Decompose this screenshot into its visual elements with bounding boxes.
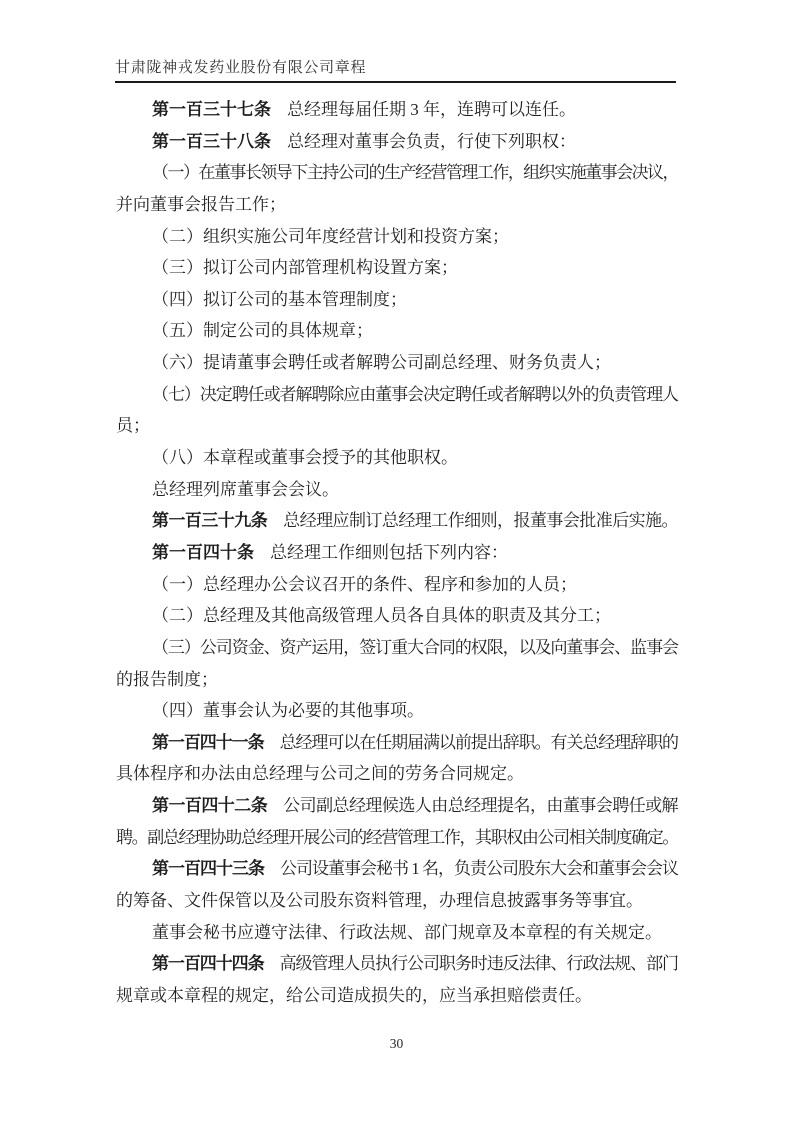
text-line xyxy=(116,537,678,569)
text-line xyxy=(116,853,678,885)
text-line xyxy=(116,695,678,727)
line-text: （六）提请董事会聘任或者解聘公司副总经理、财务负责人； xyxy=(152,353,611,373)
article-number: 第一百四十条 xyxy=(152,542,254,562)
text-line xyxy=(116,379,678,411)
line-text: （八）本章程或董事会授予的其他职权。 xyxy=(152,448,458,468)
line-text: 公司副总经理候选人由总经理提名，由董事会聘任或解 xyxy=(283,796,679,816)
line-text: 的报告制度； xyxy=(116,669,218,689)
line-text: 员； xyxy=(116,416,150,436)
text-line xyxy=(116,94,678,126)
text-line xyxy=(116,157,678,189)
line-text: 公司设董事会秘书 1 名，负责公司股东大会和董事会会议 xyxy=(280,859,678,879)
text-line xyxy=(116,632,678,664)
text-line xyxy=(116,126,678,158)
text-line xyxy=(116,569,678,601)
text-line xyxy=(116,917,678,949)
article-number: 第一百四十一条 xyxy=(152,732,264,752)
article-number: 第一百四十二条 xyxy=(152,796,268,816)
line-text: 总经理列席董事会会议。 xyxy=(152,479,339,499)
line-text: （五）制定公司的具体规章； xyxy=(152,321,373,341)
line-text: 总经理工作细则包括下列内容： xyxy=(270,542,508,562)
line-text: （三）拟订公司内部管理机构设置方案； xyxy=(152,258,458,278)
line-text: 总经理每届任期 3 年，连聘可以连任。 xyxy=(287,100,576,119)
text-line xyxy=(116,664,678,696)
line-text: （二）总经理及其他高级管理人员各自具体的职责及其分工； xyxy=(152,606,611,626)
line-text: 聘。副总经理协助总经理开展公司的经营管理工作，其职权由公司相关制度确定。 xyxy=(116,827,678,847)
text-line xyxy=(116,948,678,980)
line-text: 总经理应制订总经理工作细则，报董事会批准后实施。 xyxy=(283,511,679,531)
text-line xyxy=(116,980,678,1012)
line-text: 规章或本章程的规定，给公司造成损失的，应当承担赔偿责任。 xyxy=(116,985,592,1005)
text-line xyxy=(116,284,678,316)
line-text: 的筹备、文件保管以及公司股东资料管理，办理信息披露事务等事宜。 xyxy=(116,891,643,911)
text-line xyxy=(116,790,678,822)
page-footer xyxy=(0,1036,793,1052)
text-line xyxy=(116,410,678,442)
header-title: 甘肃陇神戎发药业股份有限公司章程 xyxy=(115,60,367,76)
article-number: 第一百三十八条 xyxy=(152,131,271,151)
text-line xyxy=(116,347,678,379)
text-line xyxy=(116,221,678,253)
text-line xyxy=(116,727,678,759)
line-text: （二）组织实施公司年度经营计划和投资方案； xyxy=(152,226,509,246)
text-line xyxy=(116,600,678,632)
text-line xyxy=(116,189,678,221)
line-text: 具体程序和办法由总经理与公司之间的劳务合同规定。 xyxy=(116,764,524,784)
text-line xyxy=(116,822,678,854)
line-text: 总经理对董事会负责，行使下列职权： xyxy=(287,131,576,151)
line-text: 并向董事会报告工作； xyxy=(116,194,286,214)
text-line xyxy=(116,252,678,284)
text-line xyxy=(116,442,678,474)
article-number: 第一百三十九条 xyxy=(152,511,268,531)
article-number: 第一百四十四条 xyxy=(152,954,264,974)
line-text: （七）决定聘任或者解聘除应由董事会决定聘任或者解聘以外的负责管理人 xyxy=(152,384,678,404)
article-number: 第一百四十三条 xyxy=(152,859,264,879)
text-line xyxy=(116,885,678,917)
line-text: （三）公司资金、资产运用，签订重大合同的权限，以及向董事会、监事会 xyxy=(152,637,678,657)
line-text: （一）在董事长领导下主持公司的生产经营管理工作，组织实施董事会决议， xyxy=(152,163,678,183)
line-text: 高级管理人员执行公司职务时违反法律、行政法规、部门 xyxy=(279,954,678,974)
page-number: 30 xyxy=(389,1036,404,1051)
page-header xyxy=(115,56,676,83)
text-line xyxy=(116,474,678,506)
article-number: 第一百三十七条 xyxy=(152,100,271,119)
line-text: （一）总经理办公会议召开的条件、程序和参加的人员； xyxy=(152,574,577,594)
text-line xyxy=(116,505,678,537)
line-text: （四）拟订公司的基本管理制度； xyxy=(152,289,407,309)
line-text: （四）董事会认为必要的其他事项。 xyxy=(152,701,424,721)
text-line xyxy=(116,758,678,790)
line-text: 总经理可以在任期届满以前提出辞职。有关总经理辞职的 xyxy=(279,732,678,752)
text-line xyxy=(116,315,678,347)
line-text: 董事会秘书应遵守法律、行政法规、部门规章及本章程的有关规定。 xyxy=(152,922,662,942)
document-body xyxy=(116,94,678,1012)
